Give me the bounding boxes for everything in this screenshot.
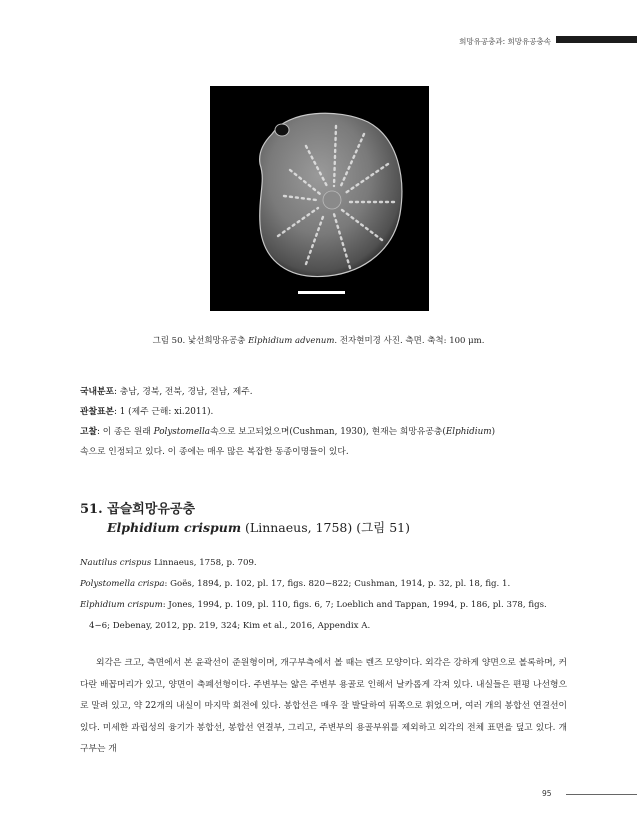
distribution-line: 국내분포: 충남, 경북, 전북, 경남, 전남, 제주. [80,387,253,397]
description-paragraph: 외각은 크고, 측면에서 본 윤곽선이 준원형이며, 개구부측에서 볼 때는 렌즈 모양이다. 외각은 강하게 양면으로 볼록하며, 커다란 배꼽머리가 있고, 양면이 축폐선형이다. 주변부는 얇은 주변부 용골로 인해서 날카롭게 각져 있다. 내실들은 편평 나선형으로 말려 있고, 약 22개의 내실이 마지막 회전에 있다. 봉합선은 매우 잘 발달하여 뒤쪽으로 휘었으며, 여러 개의 봉합선 연결선이 있다. 미세한 과립성의 융기가 봉합선, 봉합선 연결부, 그리고, 주변부의 용골부위를 제외하고 외각의 전체 표면을 덮고 있다. 개구부는 개 [80,658,567,754]
remarks-line: 고찰: 이 종은 원래 Polystomella속으로 보고되었으며(Cushman, 1930), 현재는 희망유공충(Elphidium) [80,427,496,437]
synonym-entry: Nautilus crispus Linnaeus, 1758, p. 709. [80,558,257,568]
figure-caption: 그림 50. 낯선희망유공충 Elphidium advenum. 전자현미경 사진. 측면. 축척: 100 μm. [152,336,485,346]
specimen-line: 관찰표본: 1 (제주 근해: xi.2011). [80,407,214,417]
species-50-notes [80,382,567,462]
footer-rule [566,794,637,795]
remarks-line-2: 속으로 인정되고 있다. 이 종에는 매우 많은 복잡한 동종이명들이 있다. [80,447,349,457]
running-header: 희망유공충과: 희망유공충속 [459,37,551,46]
synonym-entry-continued: 4−6; Debenay, 2012, pp. 219, 324; Kim et al., 2016, Appendix A. [89,621,371,631]
synonym-entry: Polystomella crispa: Goës, 1894, p. 102, pl. 17, figs. 820−822; Cushman, 1914, p. 32, pl. 18, fig. 1. [80,579,511,589]
foraminifera-image [210,86,429,311]
synonymy-list [80,553,567,637]
header-bar [556,36,637,43]
section-title: 51. 곱슬희망유공충 [80,502,196,517]
scale-bar [298,291,345,294]
synonym-entry: Elphidium crispum: Jones, 1994, p. 109, pl. 110, figs. 6, 7; Loeblich and Tappan, 1994, p. 186, pl. 378, figs. [80,600,547,610]
page-number: 95 [542,789,552,798]
species-heading: Elphidium crispum (Linnaeus, 1758) (그림 51) [107,520,411,535]
sem-photo [210,86,429,311]
